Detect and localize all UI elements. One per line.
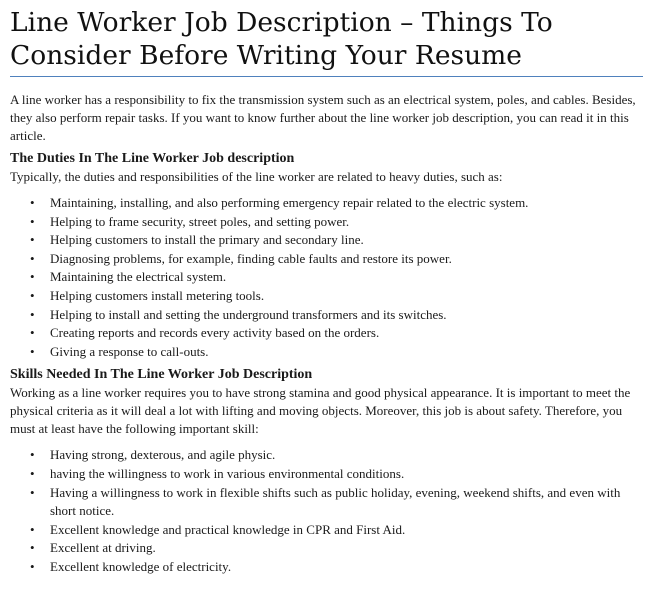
list-item-text: Maintaining, installing, and also performing emergency repair related to the electric system. bbox=[50, 195, 529, 210]
page-title: Line Worker Job Description – Things To Consider Before Writing Your Resume bbox=[10, 7, 553, 71]
bullet-icon: • bbox=[30, 521, 35, 537]
list-item bbox=[10, 213, 643, 232]
list-item bbox=[10, 521, 643, 540]
list-item-text: Having a willingness to work in flexible shifts such as public holiday, evening, weekend shifts, and even with short notice. bbox=[50, 484, 621, 519]
skills-intro-text: Working as a line worker requires you to have strong stamina and good physical appearance. It is important to meet the physical criteria as it will deal a lot with lifting and moving objects. Moreover, this job is about safety. Therefore, you must at least have the following important skill: bbox=[10, 385, 631, 437]
bullet-icon: • bbox=[30, 558, 35, 574]
bullet-icon: • bbox=[30, 465, 35, 481]
duties-intro-text: Typically, the duties and responsibilities of the line worker are related to heavy duties, such as: bbox=[10, 169, 503, 184]
list-item-text: Creating reports and records every activity based on the orders. bbox=[50, 325, 380, 341]
list-item-text: Maintaining the electrical system. bbox=[50, 269, 227, 285]
bullet-icon: • bbox=[30, 447, 35, 463]
list-item-text: Excellent knowledge of electricity. bbox=[50, 558, 232, 574]
list-item bbox=[10, 306, 643, 325]
bullet-icon: • bbox=[30, 540, 35, 556]
duties-list bbox=[10, 194, 643, 361]
list-item-text: Excellent knowledge and practical knowledge in CPR and First Aid. bbox=[50, 521, 406, 537]
list-item-text: Helping to install and setting the underground transformers and its switches. bbox=[50, 306, 447, 322]
bullet-icon: • bbox=[30, 213, 35, 229]
bullet-icon: • bbox=[30, 484, 35, 500]
list-item bbox=[10, 539, 643, 558]
list-item bbox=[10, 287, 643, 306]
list-item-text: Diagnosing problems, for example, finding cable faults and restore its power. bbox=[50, 250, 452, 266]
list-item bbox=[10, 484, 643, 521]
bullet-icon: • bbox=[30, 232, 35, 248]
intro-paragraph: A line worker has a responsibility to fix the transmission system such as an electrical system, poles, and cables. Besides, they also perform repair tasks. If you want to know further about the line worker job description, you can read it in this article. bbox=[10, 92, 636, 143]
duties-heading: The Duties In The Line Worker Job description bbox=[10, 151, 295, 166]
list-item bbox=[10, 343, 643, 362]
list-item bbox=[10, 446, 643, 465]
list-item-text: Helping to frame security, street poles, and setting power. bbox=[50, 213, 350, 229]
title-divider bbox=[10, 76, 643, 77]
list-item-text: Excellent at driving. bbox=[50, 540, 156, 556]
list-item bbox=[10, 250, 643, 269]
list-item bbox=[10, 465, 643, 484]
bullet-icon: • bbox=[30, 306, 35, 322]
list-item-text: Helping customers to install the primary and secondary line. bbox=[50, 232, 364, 248]
list-item bbox=[10, 324, 643, 343]
list-item bbox=[10, 558, 643, 577]
list-item bbox=[10, 268, 643, 287]
skills-list bbox=[10, 446, 643, 576]
skills-heading: Skills Needed In The Line Worker Job Description bbox=[10, 367, 313, 383]
bullet-icon: • bbox=[30, 343, 35, 359]
bullet-icon: • bbox=[30, 325, 35, 341]
list-item bbox=[10, 194, 643, 213]
list-item-text: having the willingness to work in various environmental conditions. bbox=[50, 465, 405, 481]
list-item-text: Having strong, dexterous, and agile physic. bbox=[50, 447, 276, 463]
bullet-icon: • bbox=[30, 250, 35, 266]
bullet-icon: • bbox=[30, 269, 35, 285]
bullet-icon: • bbox=[30, 195, 35, 210]
list-item-text: Helping customers install metering tools. bbox=[50, 287, 265, 303]
bullet-icon: • bbox=[30, 287, 35, 303]
list-item bbox=[10, 231, 643, 250]
list-item-text: Giving a response to call-outs. bbox=[50, 343, 209, 359]
